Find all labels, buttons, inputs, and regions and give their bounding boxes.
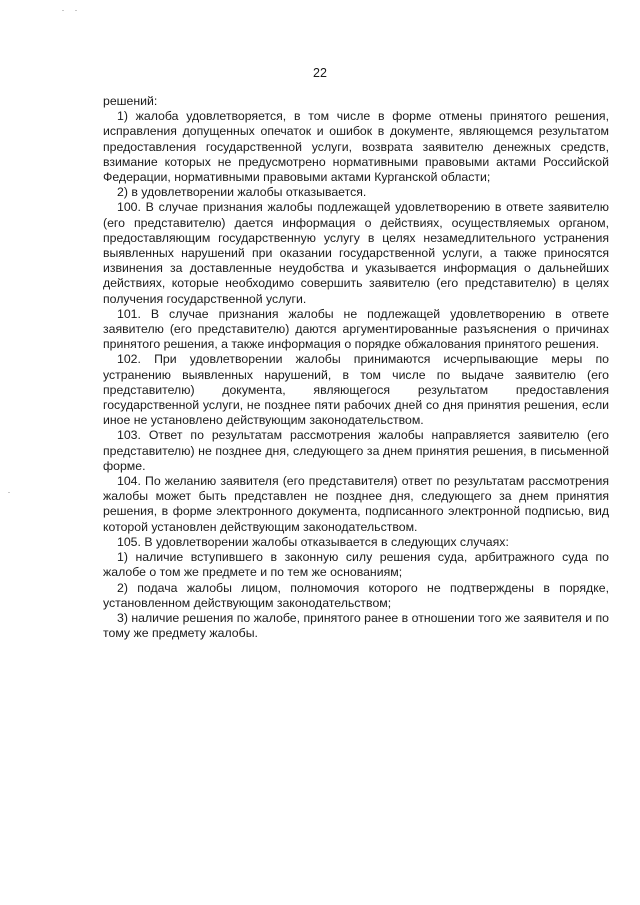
paragraph: 1) наличие вступившего в законную силу решения суда, арбитражного суда по жалобе о том же предмете и по тем же основаниям; [103, 550, 609, 580]
paragraph: 2) подача жалобы лицом, полномочия которого не подтверждены в порядке, установленном действующим законодательством; [103, 580, 609, 610]
paragraph: решений: [103, 94, 158, 108]
paragraph: 1) жалоба удовлетворяется, в том числе в форме отмены принятого решения, исправления допущенных опечаток и ошибок в документе, являющемся результатом предоставления государственной услуги, возврата заявителю денежных средств, взимание которых не предусмотрено нормативными правовыми актами Российской Федерации, нормативными правовыми актами Курганской области; [103, 109, 609, 185]
paragraph: 102. При удовлетворении жалобы принимаются исчерпывающие меры по устранению выявленных нарушений, в том числе по выдаче заявителю (его представителю) документа, являющегося результатом предоставления государственной услуги, не позднее пяти рабочих дней со дня принятия решения, если иное не установлено действующим законодательством. [103, 352, 609, 428]
paragraph: 105. В удовлетворении жалобы отказывается в следующих случаях: [117, 534, 509, 549]
paragraph: 3) наличие решения по жалобе, принятого ранее в отношении того же заявителя и по тому же предмету жалобы. [103, 610, 609, 641]
paragraph: 104. По желанию заявителя (его представителя) ответ по результатам рассмотрения жалобы может быть представлен не позднее дня, следующего за днем принятия решения, в форме электронного документа, подписанного электронной подписью, вид которой установлен действующим законодательством. [103, 474, 609, 534]
paragraph: 101. В случае признания жалобы не подлежащей удовлетворению в ответе заявителю (его представителю) даются аргументированные разъяснения о причинах принятого решения, а также информация о порядке обжалования принятого решения. [103, 306, 609, 352]
document-body [103, 94, 609, 641]
scan-artifact [8, 492, 10, 493]
paragraph: 100. В случае признания жалобы подлежащей удовлетворению в ответе заявителю (его представителю) дается информация о действиях, осуществляемых органом, предоставляющим государственную услугу в целях незамедлительного устранения выявленных нарушений при оказании государственной услуги, а также приносятся извинения за доставленные неудобства и указывается информация о дальнейших действиях, которые необходимо совершить заявителю (его представителю) в целях получения государственной услуги. [103, 200, 609, 306]
scan-artifact [62, 10, 64, 11]
scan-artifact [75, 10, 77, 11]
page-number: 22 [313, 66, 327, 80]
paragraph: 2) в удовлетворении жалобы отказывается. [117, 185, 367, 200]
paragraph: 103. Ответ по результатам рассмотрения жалобы направляется заявителю (его представителю) не позднее дня, следующего за днем принятия решения, в письменной форме. [103, 428, 609, 473]
